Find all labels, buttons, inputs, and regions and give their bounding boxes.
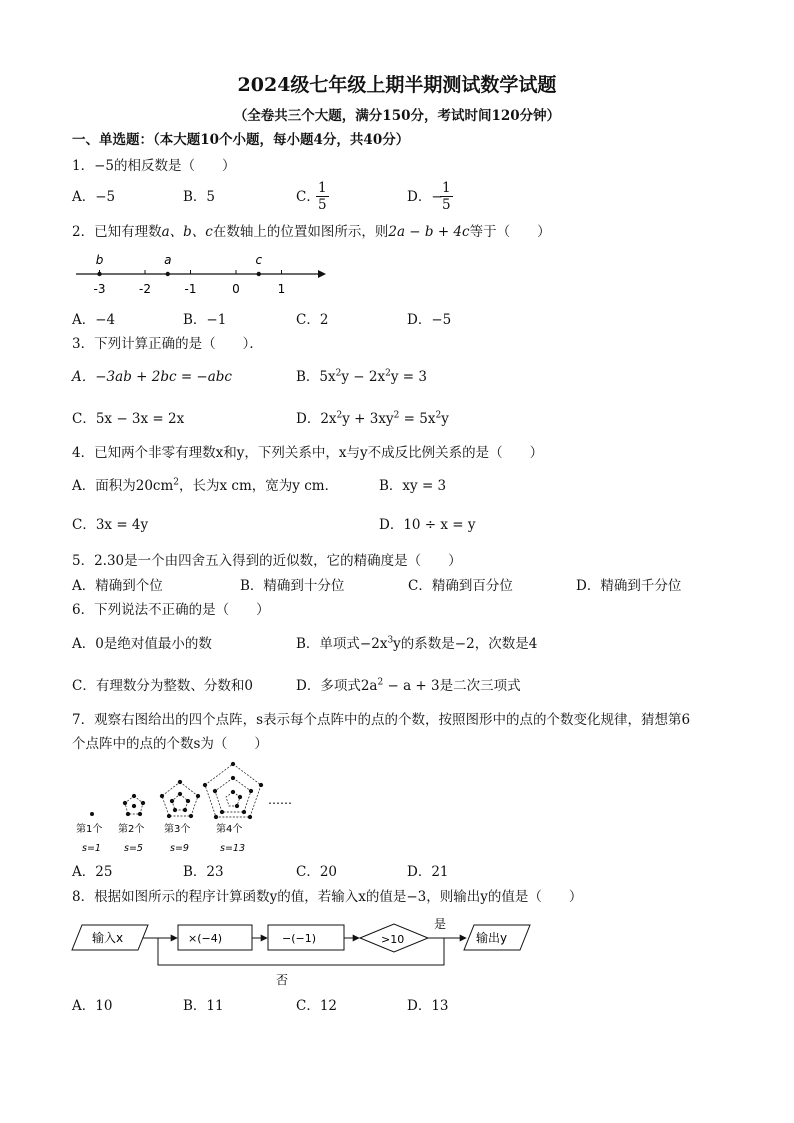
lattice-4 [203,762,263,819]
flow-output-label: 输出y [476,931,508,945]
q1-option-c-fraction: $\frac{1}{5}$ [318,180,327,213]
number-line-point-label-a: a [164,253,172,267]
q4-stem: 4．已知两个非零有理数x和y，下列关系中，x与y不成反比例关系的是（ ） [72,445,544,461]
lattice-1-dot [90,812,94,816]
q6-stem: 6．下列说法不正确的是（ ） [72,602,270,618]
q6-option-d: D．多项式$2a^2 - a + 3$是二次三项式 [296,677,521,694]
q5-stem: 5．2.30是一个由四舍五入得到的近似数，它的精确度是（ ） [72,553,462,569]
lattice-3-count: s=9 [170,843,189,854]
number-line-tick-label: 1 [277,282,286,296]
flow-condition-label: >10 [381,933,405,946]
q2-option-a: A．−4 [72,312,116,328]
lattice-1-count: s=1 [82,843,101,854]
q4-option-b: B．xy = 3 [379,478,447,494]
q1-option-d: D．− [407,189,443,205]
number-line-tick-label: 0 [232,282,240,296]
lattice-2-label: 第2个 [118,824,145,835]
q1-option-b: B．5 [183,189,216,205]
q2-option-b: B．−1 [183,312,227,328]
lattice-3 [160,780,200,818]
q8-option-a: A．10 [72,998,113,1014]
flow-input-label: 输入x [92,931,124,945]
flow-yes-label: 是 [434,917,447,931]
q3-option-b: B．$5x^2y - 2x^2y = 3$ [296,368,427,385]
q8-stem: 8．根据如图所示的程序计算函数y的值，若输入x的值是−3，则输出y的值是（ ） [72,889,583,905]
q5-option-d: D．精确到千分位 [576,578,682,594]
page-title: 2024级七年级上期半期测试数学试题 [237,74,557,96]
q1-option-d-fraction: $\frac{1}{5}$ [442,180,451,213]
q5-option-b: B．精确到十分位 [240,578,345,594]
q2-option-d: D．−5 [407,312,452,328]
lattice-1-label: 第1个 [76,824,103,835]
q7-option-a: A．25 [72,864,113,880]
q8-option-b: B．11 [183,998,224,1014]
lattice-ellipsis: …… [268,793,292,807]
q1-option-a: A．−5 [72,189,116,205]
section-heading: 一、单选题：（本大题10个小题，每小题4分，共40分） [72,132,410,148]
flowchart [70,910,540,990]
q1-stem: 1．−5的相反数是（ ） [72,158,236,174]
q6-option-b: B．单项式$-2x^3y$的系数是−2，次数是4 [296,635,538,652]
number-line-point-a [166,272,170,276]
q5-option-a: A．精确到个位 [72,578,163,594]
flow-multiply-label: ×(−4) [188,932,223,945]
number-line-tick-label: -1 [184,282,197,296]
lattice-4-count: s=13 [220,843,245,854]
q7-option-c: C．20 [296,864,338,880]
q3-option-a: A．−3ab + 2bc = −abc [72,369,232,385]
number-line-point-c [257,272,261,276]
q6-option-c: C．有理数分为整数、分数和0 [72,678,253,694]
q8-option-c: C．12 [296,998,338,1014]
q2-stem: 2．已知有理数a、b、c在数轴上的位置如图所示，则2a − b + 4c等于（ ） [72,224,551,240]
page-subtitle: （全卷共三个大题，满分150分，考试时间120分钟） [233,108,561,124]
lattice-3-label: 第3个 [164,824,191,835]
flow-no-label: 否 [276,973,289,987]
q6-option-a: A．0是绝对值最小的数 [72,636,212,652]
q1-option-c: C． [296,189,320,205]
q4-option-a: A．面积为$20cm^2$，长为x cm，宽为y cm． [72,477,339,494]
lattice-4-label: 第4个 [216,824,243,835]
q4-option-d: D．10 ÷ x = y [379,517,476,533]
q7-option-b: B．23 [183,864,224,880]
q7-option-d: D．21 [407,864,449,880]
number-line-arrow [318,270,326,278]
number-line-tick-label: -3 [93,282,106,296]
number-line-point-label-b: b [95,253,104,267]
number-line-point-label-c: c [255,253,263,267]
q3-option-c: C．5x − 3x = 2x [72,411,185,427]
q2-option-c: C．2 [296,312,329,328]
number-line-point-b [97,272,101,276]
q3-stem: 3．下列计算正确的是（ ）． [72,336,263,352]
q4-option-c: C．3x = 4y [72,517,149,533]
dot-lattice-figure [70,760,300,860]
q7-stem-line2: 个点阵中的点的个数s为（ ） [72,736,268,752]
q7-stem-line1: 7．观察右图给出的四个点阵，s表示每个点阵中的点的个数，按照图形中的点的个数变化规律，猜想第6 [72,712,691,728]
q8-option-d: D．13 [407,998,449,1014]
lattice-2 [123,794,145,816]
q5-option-c: C．精确到百分位 [408,578,513,594]
lattice-2-count: s=5 [124,843,143,854]
flow-subtract-label: −(−1) [282,932,317,945]
number-line-tick-label: -2 [139,282,151,296]
q3-option-d: D．$2x^2y + 3xy^2 = 5x^2y$ [296,410,449,427]
